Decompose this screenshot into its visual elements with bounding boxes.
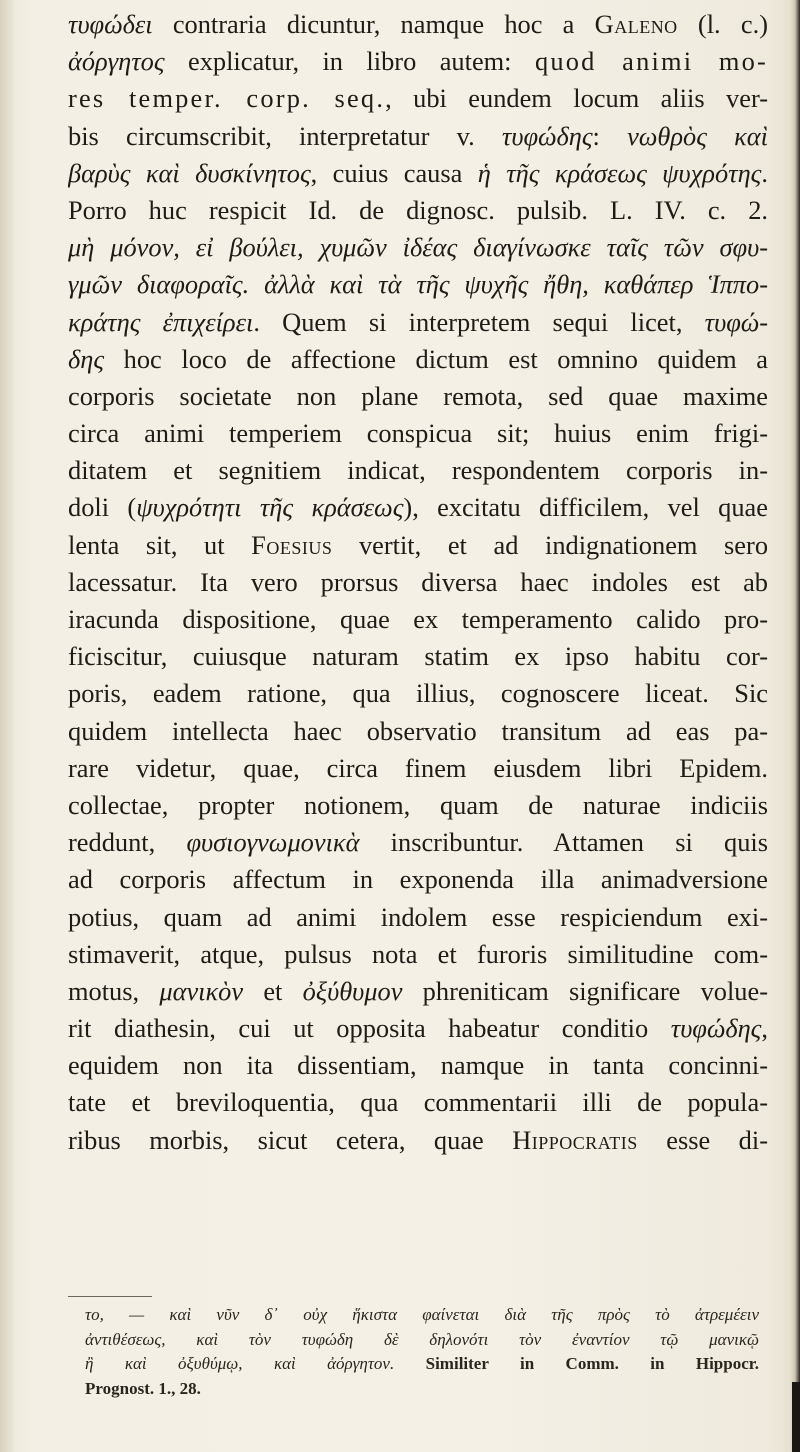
footnote-block — [85, 1303, 759, 1401]
text-line-22: collectae, propter notionem, quam de naturae indiciis — [68, 789, 768, 820]
footnote-rule — [68, 1296, 152, 1297]
text-line-2: ἀόργητος explicatur, in libro autem: quod animi mo- — [68, 46, 768, 77]
text-line-16: lacessatur. Ita vero prorsus diversa haec indoles est ab — [68, 566, 768, 597]
text-line-3: res temper. corp. seq., ubi eundem locum aliis ver- — [68, 83, 768, 114]
page-gutter-shadow — [0, 0, 14, 1452]
text-line-1: τυφώδει contraria dicuntur, namque hoc a Galeno (l. c.) — [68, 9, 768, 39]
main-text-block — [68, 6, 768, 1159]
text-line-19: poris, eadem ratione, qua illius, cognoscere liceat. Sic — [68, 678, 768, 709]
text-line-25: potius, quam ad animi indolem esse respiciendum exi- — [68, 901, 768, 932]
footnote-line-2: ἀντιθέσεως, καὶ τὸν τυφώδη δὲ δηλονότι τὸν ἐναντίον τῷ μανικῷ — [85, 1329, 759, 1349]
text-line-4: bis circumscribit, interpretatur v. τυφώδης: νωθρὸς καὶ — [68, 120, 768, 151]
text-line-26: stimaverit, atque, pulsus nota et furoris similitudine com- — [68, 938, 768, 969]
text-line-21: rare videtur, quae, circa finem eiusdem libri Epidem. — [68, 752, 768, 783]
text-line-28: rit diathesin, cui ut opposita habeatur conditio τυφώδης, — [68, 1013, 768, 1044]
text-line-12: circa animi temperiem conspicua sit; huius enim frigi- — [68, 418, 768, 449]
text-line-24: ad corporis affectum in exponenda illa animadversione — [68, 864, 768, 895]
text-line-23: reddunt, φυσιογνωμονικὰ inscribuntur. Attamen si quis — [68, 827, 768, 858]
text-line-17: iracunda dispositione, quae ex temperamento calido pro- — [68, 604, 768, 634]
text-line-18: ficiscitur, cuiusque naturam statim ex ipso habitu cor- — [68, 641, 768, 672]
page-edge-mark — [792, 1382, 800, 1452]
text-line-20: quidem intellecta haec observatio transitum ad eas pa- — [68, 715, 768, 746]
text-line-9: κράτης ἐπιχείρει. Quem si interpretem sequi licet, τυφώ- — [68, 306, 768, 337]
text-line-6: Porro huc respicit Id. de dignosc. pulsib. L. IV. c. 2. — [68, 194, 768, 225]
footnote-line-3: ἢ καὶ ὀξυθύμῳ, καὶ ἀόργητον. Similiter in Comm. in Hippocr. — [85, 1354, 759, 1373]
text-line-5: βαρὺς καὶ δυσκίνητος, cuius causa ἡ τῆς κράσεως ψυχρότης. — [68, 157, 768, 188]
text-line-11: corporis societate non plane remota, sed quae maxime — [68, 380, 768, 411]
text-line-30: tate et breviloquentia, qua commentarii illi de popula- — [68, 1087, 768, 1118]
text-line-15: lenta sit, ut Foesius vertit, et ad indignationem sero — [68, 529, 768, 560]
text-line-27: motus, μανικὸν et ὀξύθυμον phreniticam significare volue- — [68, 975, 768, 1006]
text-line-31: ribus morbis, sicut cetera, quae Hippocratis esse di- — [68, 1124, 768, 1155]
text-line-29: equidem non ita dissentiam, namque in tanta concinni- — [68, 1050, 768, 1081]
footnote-line-1: το, — καὶ νῦν δ᾿ οὐχ ἥκιστα φαίνεται διὰ τῆς πρὸς τὸ ἀτρεμέειν — [85, 1305, 759, 1324]
text-line-13: ditatem et segnitiem indicat, respondentem corporis in- — [68, 455, 768, 486]
text-line-10: δης hoc loco de affectione dictum est omnino quidem a — [68, 343, 768, 374]
page-edge-shadow — [790, 0, 800, 1452]
text-line-14: doli (ψυχρότητι τῆς κράσεως), excitatu difficilem, vel quae — [68, 492, 768, 523]
footnote-line-4: Prognost. 1., 28. — [85, 1378, 201, 1398]
text-line-7: μὴ μόνον, εἰ βούλει, χυμῶν ἰδέας διαγίνωσκε ταῖς τῶν σφυ- — [68, 232, 768, 263]
text-line-8: γμῶν διαφοραῖς. ἀλλὰ καὶ τὰ τῆς ψυχῆς ἤθη, καθάπερ Ἱππο- — [68, 269, 768, 300]
